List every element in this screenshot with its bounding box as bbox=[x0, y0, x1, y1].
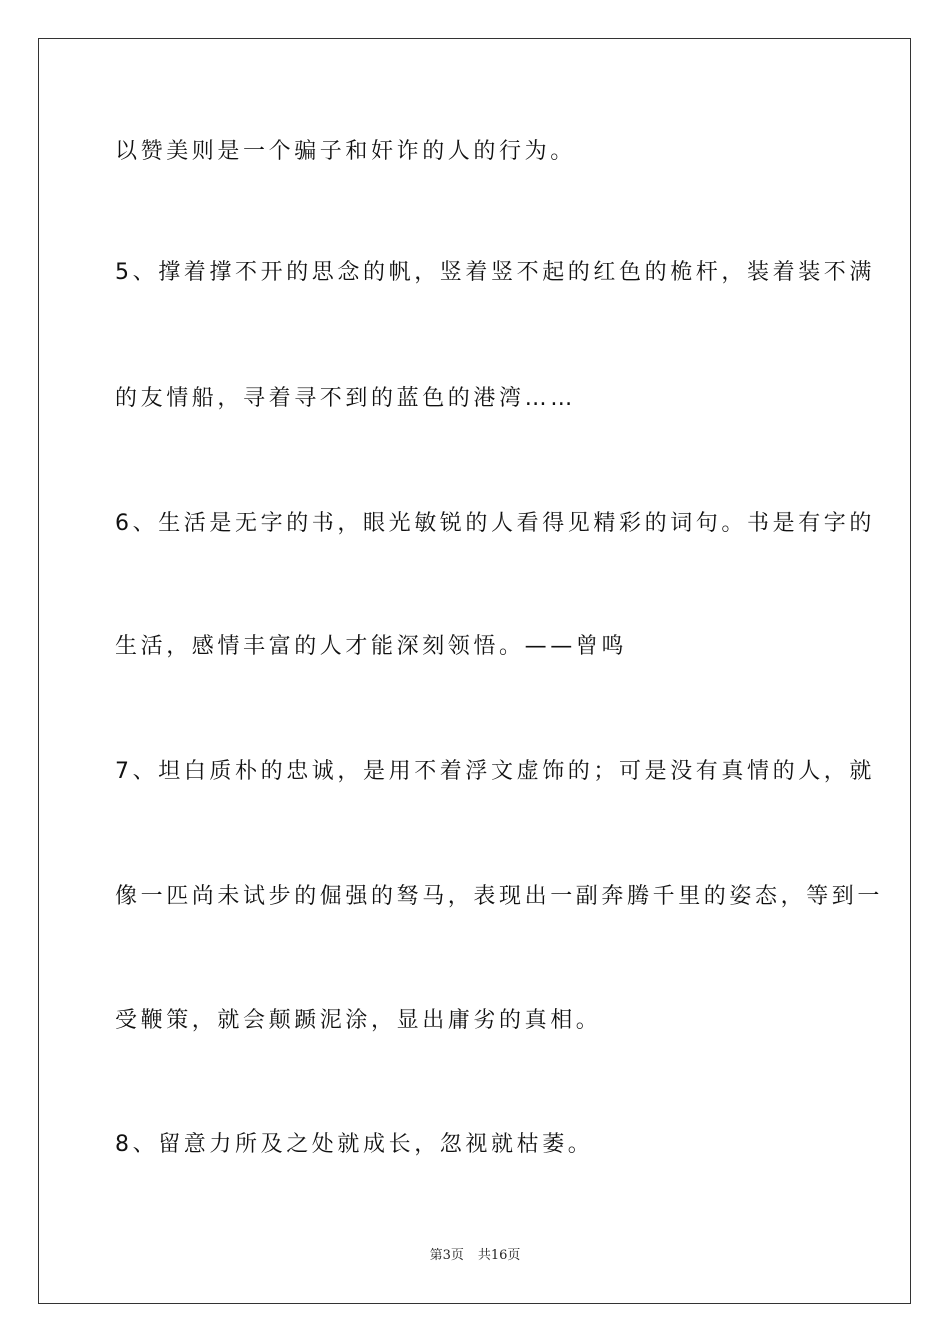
text-line: 8、留意力所及之处就成长，忽视就枯萎。 bbox=[115, 1132, 594, 1157]
page-total: 共16页 bbox=[477, 1248, 521, 1263]
text-line: 以赞美则是一个骗子和奸诈的人的行为。 bbox=[115, 139, 576, 164]
text-line: 5、撑着撑不开的思念的帆，竖着竖不起的红色的桅杆，装着装不满 bbox=[115, 260, 875, 285]
text-line: 受鞭策，就会颠踬泥涂，显出庸劣的真相。 bbox=[115, 1008, 602, 1033]
text-line: 6、生活是无字的书，眼光敏锐的人看得见精彩的词句。书是有字的 bbox=[115, 511, 875, 536]
text-line: 的友情船，寻着寻不到的蓝色的港湾…… bbox=[115, 386, 576, 411]
text-line: 生活，感情丰富的人才能深刻领悟。——曾鸣 bbox=[115, 634, 628, 659]
text-line: 7、坦白质朴的忠诚，是用不着浮文虚饰的；可是没有真情的人，就 bbox=[115, 759, 875, 784]
page-footer bbox=[0, 1247, 950, 1265]
page-number: 第3页 bbox=[429, 1248, 464, 1263]
text-line: 像一匹尚未试步的倔强的驽马，表现出一副奔腾千里的姿态，等到一 bbox=[115, 884, 884, 909]
page-border bbox=[38, 38, 911, 1304]
